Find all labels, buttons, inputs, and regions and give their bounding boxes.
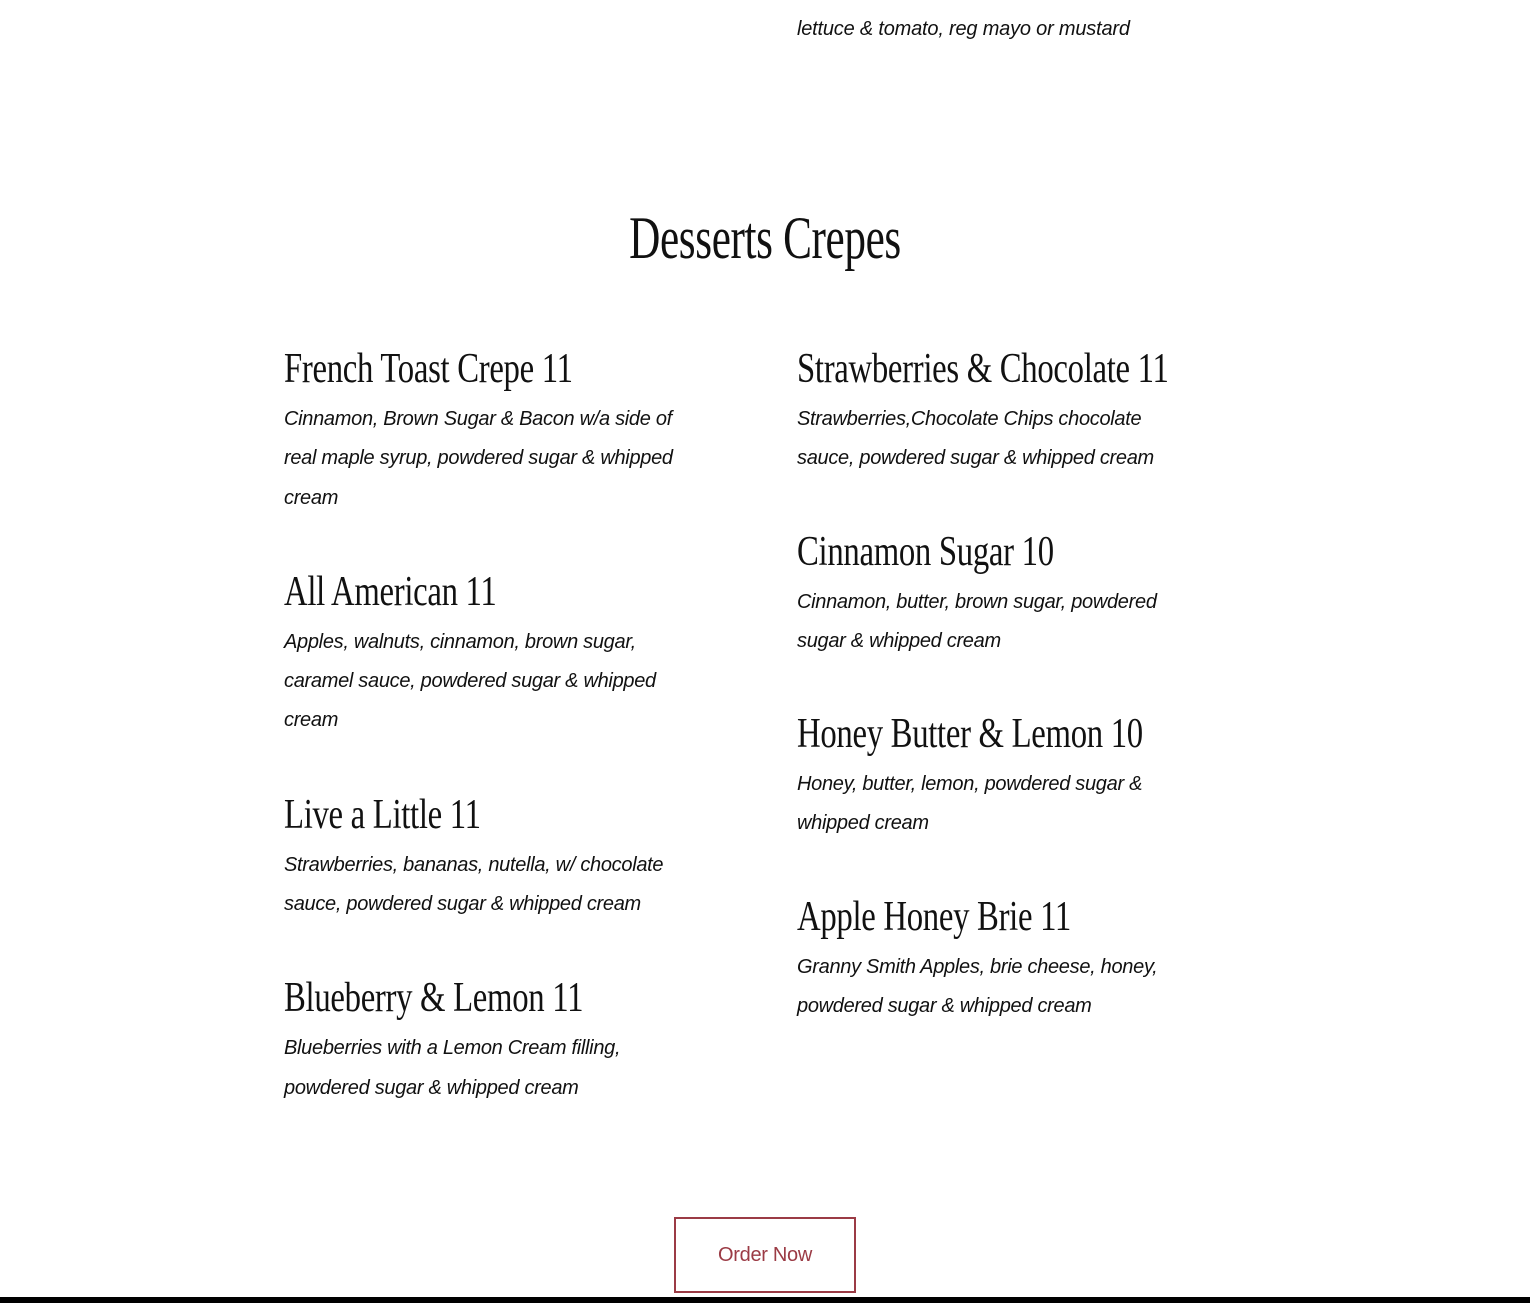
menu-item bbox=[284, 338, 674, 518]
menu-item-description: Cinnamon, butter, brown sugar, powdered sugar & whipped cream bbox=[797, 590, 1157, 652]
menu-item-description: Apples, walnuts, cinnamon, brown sugar, caramel sauce, powdered sugar & whipped cream bbox=[284, 630, 656, 732]
menu-item-name: Strawberries & Chocolate 11 bbox=[797, 346, 1169, 392]
menu-column-right bbox=[797, 338, 1187, 1068]
menu-item-name: Cinnamon Sugar 10 bbox=[797, 528, 1054, 575]
menu-item bbox=[284, 967, 674, 1108]
menu-item-description: Strawberries,Chocolate Chips chocolate sauce, powdered sugar & whipped cream bbox=[797, 408, 1154, 470]
menu-column-left bbox=[284, 338, 674, 1151]
menu-item bbox=[284, 784, 674, 925]
menu-item bbox=[284, 561, 674, 741]
menu-item bbox=[797, 338, 1187, 479]
menu-item-name: Apple Honey Brie 11 bbox=[797, 893, 1071, 940]
menu-item-name: Honey Butter & Lemon 10 bbox=[797, 711, 1143, 758]
menu-item-name: All American 11 bbox=[284, 568, 497, 615]
menu-item bbox=[797, 703, 1187, 844]
menu-item-description: Granny Smith Apples, brie cheese, honey, powdered sugar & whipped cream bbox=[797, 955, 1158, 1018]
previous-item-description: lettuce & tomato, reg mayo or mustard bbox=[797, 18, 1130, 40]
footer-bar bbox=[0, 1297, 1530, 1303]
section-title: Desserts Crepes bbox=[629, 205, 901, 271]
menu-item-description: Honey, butter, lemon, powdered sugar & whipped cream bbox=[797, 773, 1143, 835]
order-now-button[interactable]: Order Now bbox=[674, 1217, 856, 1293]
menu-item-name: Live a Little 11 bbox=[284, 791, 481, 838]
menu-item-name: Blueberry & Lemon 11 bbox=[284, 975, 584, 1022]
menu-item bbox=[797, 886, 1187, 1027]
menu-item-description: Blueberries with a Lemon Cream filling, powdered sugar & whipped cream bbox=[284, 1037, 621, 1099]
menu-item-description: Cinnamon, Brown Sugar & Bacon w/a side of real maple syrup, powdered sugar & whipped cream bbox=[284, 408, 673, 509]
menu-item-description: Strawberries, bananas, nutella, w/ chocolate sauce, powdered sugar & whipped cream bbox=[284, 853, 664, 916]
menu-item bbox=[797, 521, 1187, 662]
menu-item-name: French Toast Crepe 11 bbox=[284, 346, 573, 392]
